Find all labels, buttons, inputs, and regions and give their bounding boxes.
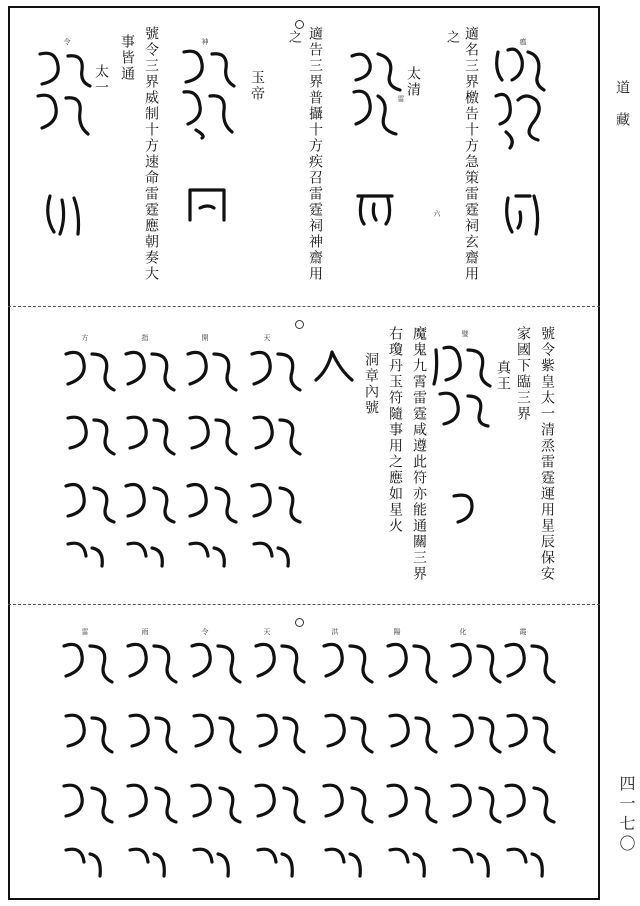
- annotation: 霞: [519, 628, 527, 635]
- annotation: 指: [141, 334, 149, 341]
- annotation: 方: [81, 334, 89, 341]
- annotation: 化: [459, 628, 467, 635]
- text-column: 號令三界威制十方速命雷霆應朝奏大: [143, 26, 159, 282]
- annotation: 瘟: [519, 38, 527, 45]
- annotation: 令: [201, 628, 209, 635]
- text-column: 家國下臨三界: [515, 326, 531, 422]
- seal-talisman-glyph: [180, 344, 240, 574]
- seal-talisman-glyph: [56, 636, 116, 886]
- seal-talisman-glyph: [40, 190, 86, 238]
- text-column: 右瓊丹玉符隨事用之應如星火: [387, 326, 403, 534]
- seal-talisman-glyph: [316, 636, 376, 886]
- annotation: 令: [63, 38, 71, 45]
- seal-talisman-glyph: [30, 46, 96, 142]
- text-column: 號令紫皇太一清烝雷霆運用星辰保安: [539, 326, 555, 582]
- annotation: 璧: [461, 330, 469, 337]
- seal-talisman-glyph: [184, 636, 244, 886]
- text-column: 事皆通: [119, 34, 135, 82]
- collection-title: 道藏: [614, 80, 630, 144]
- punch-hole: [295, 320, 304, 329]
- seal-talisman-glyph: [310, 346, 356, 386]
- seal-talisman-glyph: [428, 340, 498, 430]
- text-column: 魔鬼九霄雷霆咸遵此符亦能通關三界: [411, 326, 427, 582]
- text-column: 之: [444, 30, 459, 45]
- seal-talisman-glyph: [248, 636, 308, 886]
- punch-hole: [295, 618, 304, 627]
- seal-talisman-glyph: [176, 44, 240, 140]
- band-divider-bottom: [8, 604, 600, 605]
- text-column: 之: [286, 30, 301, 45]
- text-column: 玉帝: [249, 70, 265, 102]
- text-column: 真王: [495, 360, 511, 392]
- annotation: 天: [263, 334, 271, 341]
- text-column: 適名三界檄告十方急策雷霆祠玄齋用: [463, 26, 479, 282]
- text-column: 太一: [93, 64, 109, 96]
- page-number: 四一七〇: [617, 775, 636, 855]
- annotation: 洪: [331, 628, 339, 635]
- seal-talisman-glyph: [444, 636, 504, 886]
- seal-talisman-glyph: [380, 636, 440, 886]
- seal-talisman-glyph: [58, 344, 118, 574]
- annotation: 開: [201, 334, 209, 341]
- punch-hole: [295, 20, 304, 29]
- seal-talisman-glyph: [500, 188, 546, 238]
- seal-talisman-glyph: [352, 188, 398, 228]
- seal-talisman-glyph: [344, 46, 406, 142]
- seal-talisman-glyph: [446, 488, 480, 528]
- seal-talisman-glyph: [498, 636, 558, 886]
- annotation: 陽: [393, 628, 401, 635]
- annotation: 天: [263, 628, 271, 635]
- annotation: 雷: [397, 95, 405, 102]
- seal-talisman-glyph: [120, 636, 180, 886]
- seal-talisman-glyph: [184, 184, 230, 224]
- seal-talisman-glyph: [118, 344, 178, 574]
- annotation: 雷: [81, 628, 89, 635]
- annotation: 六: [433, 210, 441, 217]
- text-column: 適告三界普攝十方疾召雷霆祠神齋用: [307, 26, 323, 282]
- annotation: 雨: [141, 628, 149, 635]
- seal-talisman-glyph: [244, 344, 304, 574]
- text-column: 洞章內號: [363, 352, 379, 416]
- annotation: 神: [201, 38, 209, 45]
- seal-talisman-glyph: [488, 40, 552, 150]
- text-column: 太清: [405, 66, 421, 98]
- band-divider-top: [8, 306, 600, 307]
